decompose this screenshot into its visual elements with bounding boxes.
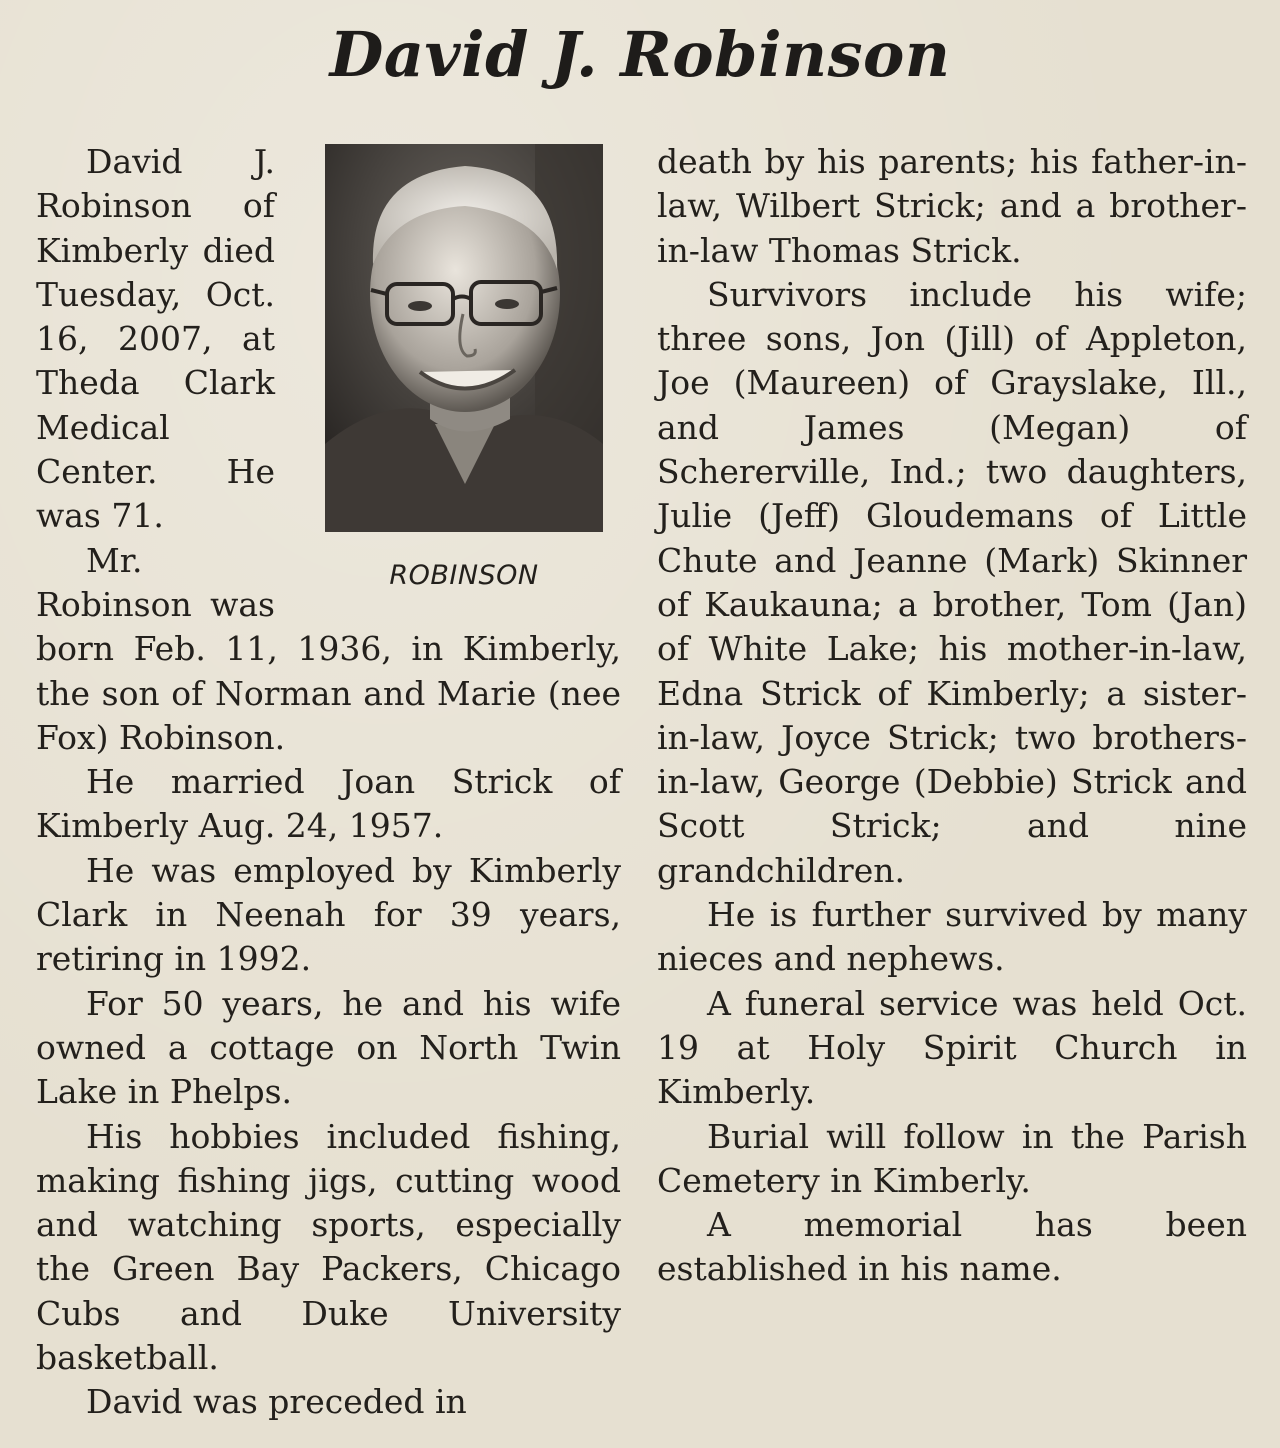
- paragraph-nieces-nephews: He is further survived by many nieces and nephews.: [657, 895, 1247, 979]
- portrait-photo: [325, 144, 603, 532]
- paragraph-preceded: David was preceded in: [86, 1382, 467, 1422]
- paragraph-burial: Burial will follow in the Parish Cemetery in Kimberly.: [657, 1116, 1247, 1200]
- portrait-illustration: [325, 144, 603, 532]
- paragraph-memorial: A memorial has been established in his name.: [657, 1205, 1247, 1289]
- right-column: [657, 140, 1247, 1292]
- paragraph-hobbies: His hobbies included fishing, making fishing jigs, cutting wood and watching sports, especially the Green Bay Packers, Chicago Cubs and Duke University basketball.: [36, 1116, 621, 1378]
- paragraph-preceded-continued: death by his parents; his father-in-law, Wilbert Strick; and a brother-in-law Thomas Strick.: [657, 142, 1247, 270]
- paragraph-marriage: He married Joan Strick of Kimberly Aug. 24, 1957.: [36, 762, 621, 846]
- obituary-headline: David J. Robinson: [329, 18, 951, 91]
- paragraph-cottage: For 50 years, he and his wife owned a cottage on North Twin Lake in Phelps.: [36, 983, 621, 1112]
- photo-caption: ROBINSON: [389, 560, 539, 591]
- paragraph-employment: He was employed by Kimberly Clark in Neenah for 39 years, retiring in 1992.: [36, 850, 621, 979]
- paragraph-death-notice: David J. Robinson of Kimberly died Tuesday, Oct. 16, 2007, at Theda Clark Medical Center. He was 71.: [36, 142, 275, 536]
- paragraph-survivors: Survivors include his wife; three sons, Jon (Jill) of Appleton, Joe (Maureen) of Grayslake, Ill., and James (Megan) of Schererville, Ind.; two daughters, Julie (Jeff) Gloudemans of Little Chute and Jeanne (Mark) Skinner of Kaukauna; a brother, Tom (Jan) of White Lake; his mother-in-law, Edna Strick of Kimberly; a sister-in-law, Joyce Strick; two brothers-in-law, George (Debbie) Strick and Scott Strick; and nine grandchildren.: [657, 274, 1247, 890]
- paragraph-birth: Mr. Robinson was born Feb. 11, 1936, in Kimberly, the son of Norman and Marie (nee Fox) Robinson.: [36, 540, 621, 757]
- paragraph-funeral: A funeral service was held Oct. 19 at Holy Spirit Church in Kimberly.: [657, 983, 1247, 1112]
